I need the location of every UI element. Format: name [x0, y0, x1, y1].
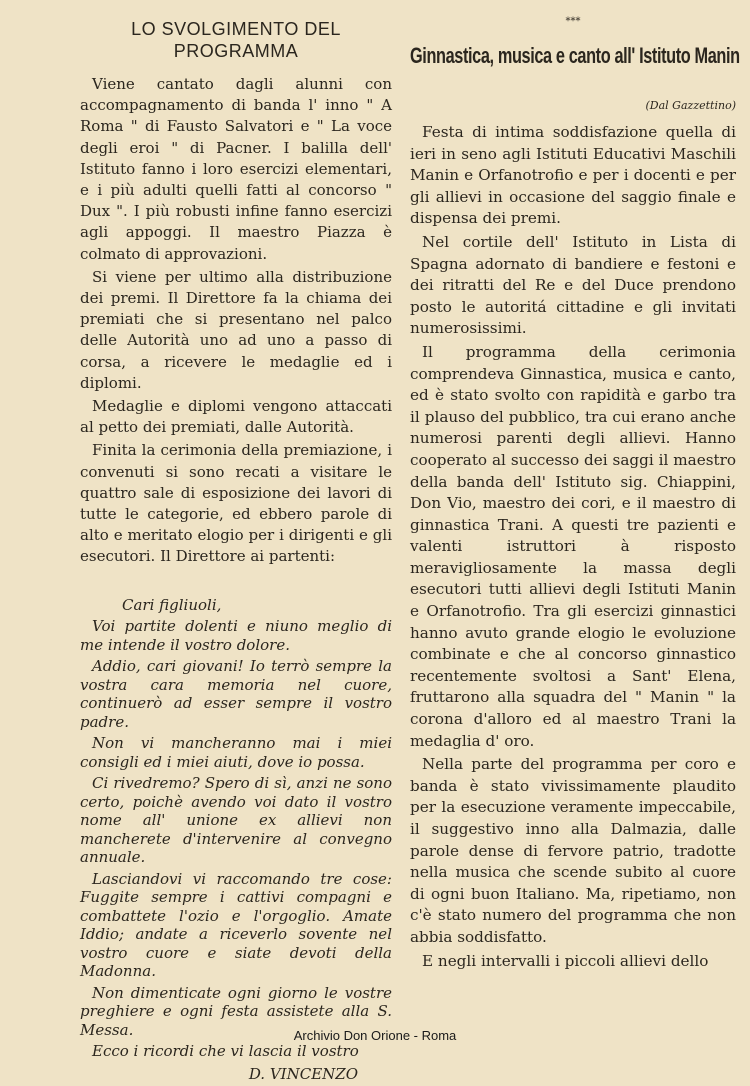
letter-paragraph: Non dimenticate ogni giorno le vostre preghiere e ogni festa assistete alla S. Messa.	[80, 983, 392, 1039]
letter-paragraph: Voi partite dolenti e niuno meglio di me intende il vostro dolore.	[80, 617, 392, 654]
letter-paragraph: Ecco i ricordi che vi lascia il vostro	[92, 1042, 359, 1061]
paragraph: Finita la cerimonia della premiazione, i convenuti si sono recati a visitare le quattro sale di esposizione dei lavori di tutte le categorie, ed ebbero parole di alto e meritato elogio per i dirigenti e gli esecutori. Il Direttore ai partenti:	[80, 441, 392, 566]
letter-paragraph: Lasciandovi vi raccomando tre cose: Fuggite sempre i cattivi compagni e combattete l'ozio e l'orgoglio. Amate Iddio; andate a riceverlo sovente nel vostro cuore e siate devoti della Madonna.	[80, 869, 392, 981]
letter-paragraph: Addio, cari giovani! Io terrò sempre la vostra cara memoria nel cuore, continuerò ad esser sempre il vostro padre.	[80, 657, 392, 731]
paragraph: Nella parte del programma per coro e banda è stato vivissimamente plaudito per la esecuzione veramente impeccabile, il suggestivo inno alla Dalmazia, dalle parole dense di fervore patrio, tradotte nella musica che scende subito al cuore di ogni buon Italiano. Ma, ripetiamo, non c'è stato numero del programma che non abbia soddisfatto.	[410, 755, 736, 946]
farewell-letter	[80, 596, 392, 1084]
paragraph: Nel cortile dell' Istituto in Lista di Spagna adornato di bandiere e festoni e dei ritratti del Re e del Duce prendono posto le autoritá cittadine e gli invitati numerosissimi.	[410, 232, 736, 338]
letter-salutation: Cari figliuoli,	[122, 595, 222, 614]
section-separator: ***	[565, 16, 581, 27]
paragraph: Medaglie e diplomi vengono attaccati al petto dei premiati, dalle Autorità.	[80, 397, 392, 437]
letter-signature: D. VINCENZO	[248, 1064, 358, 1083]
left-column	[80, 18, 392, 1086]
archive-footer: Archivio Don Orione - Roma	[293, 1028, 457, 1043]
paragraph: Festa di intima soddisfazione quella di ieri in seno agli Istituti Educativi Maschili Manin e Orfanotrofio e per i docenti e per gli allievi in occasione del saggio finale e dispensa dei premi.	[410, 123, 736, 228]
letter-paragraph: Ci rivedremo? Spero di sì, anzi ne sono certo, poichè avendo voi dato il vostro nome all' unione ex allievi non mancherete d'intervenire al convegno annuale.	[80, 774, 392, 867]
article-source: (Dal Gazzettino)	[645, 99, 736, 112]
paragraph: Il programma della cerimonia comprendeva Ginnastica, musica e canto, ed è stato svolto con rapidità e garbo tra il plauso del pubblico, tra cui erano anche numerosi parenti degli allievi. Hanno cooperato al successo dei saggi il maestro della banda dell' Istituto sig. Chiappini, Don Vio, maestro dei cori, e il maestro di ginnastica Trani. A questi tre pazienti e valenti istruttori à risposto meravigliosamente la massa degli esecutori tutti allievi degli Istituti Manin e Orfanotrofio. Tra gli esercizi ginnastici hanno avuto grande elogio le evoluzione combinate e che al concorso ginnastico recentemente svoltosi a Sant' Elena, fruttarono alla squadra del " Manin " la corona d'alloro ed al maestro Trani la medaglia d' oro.	[410, 342, 736, 750]
paragraph: Si viene per ultimo alla distribuzione dei premi. Il Direttore fa la chiama dei premiati che si presentano nel palco delle Autorità uno ad uno a passo di corsa, a ricevere le medaglie ed i diplomi.	[80, 267, 392, 392]
paragraph: E negli intervalli i piccoli allievi dello	[422, 951, 709, 970]
letter-paragraph: Non vi mancheranno mai i miei consigli ed i miei aiuti, dove io possa.	[80, 734, 392, 771]
right-column	[410, 10, 740, 974]
section-heading: LO SVOLGIMENTO DEL PROGRAMMA	[131, 19, 341, 61]
paragraph: Viene cantato dagli alunni con accompagnamento di banda l' inno " A Roma " di Fausto Salvatori e " La voce degli eroi " di Pacner. I balilla dell' Istituto fanno i loro esercizi elementari, e i più adulti quelli fatti al concorso " Dux ". I più robusti infine fanno esercizi agli appoggi. Il maestro Piazza è colmato di approvazioni.	[80, 75, 392, 263]
article-title: Ginnastica, musica e canto all' Istituto Manin	[410, 43, 740, 68]
